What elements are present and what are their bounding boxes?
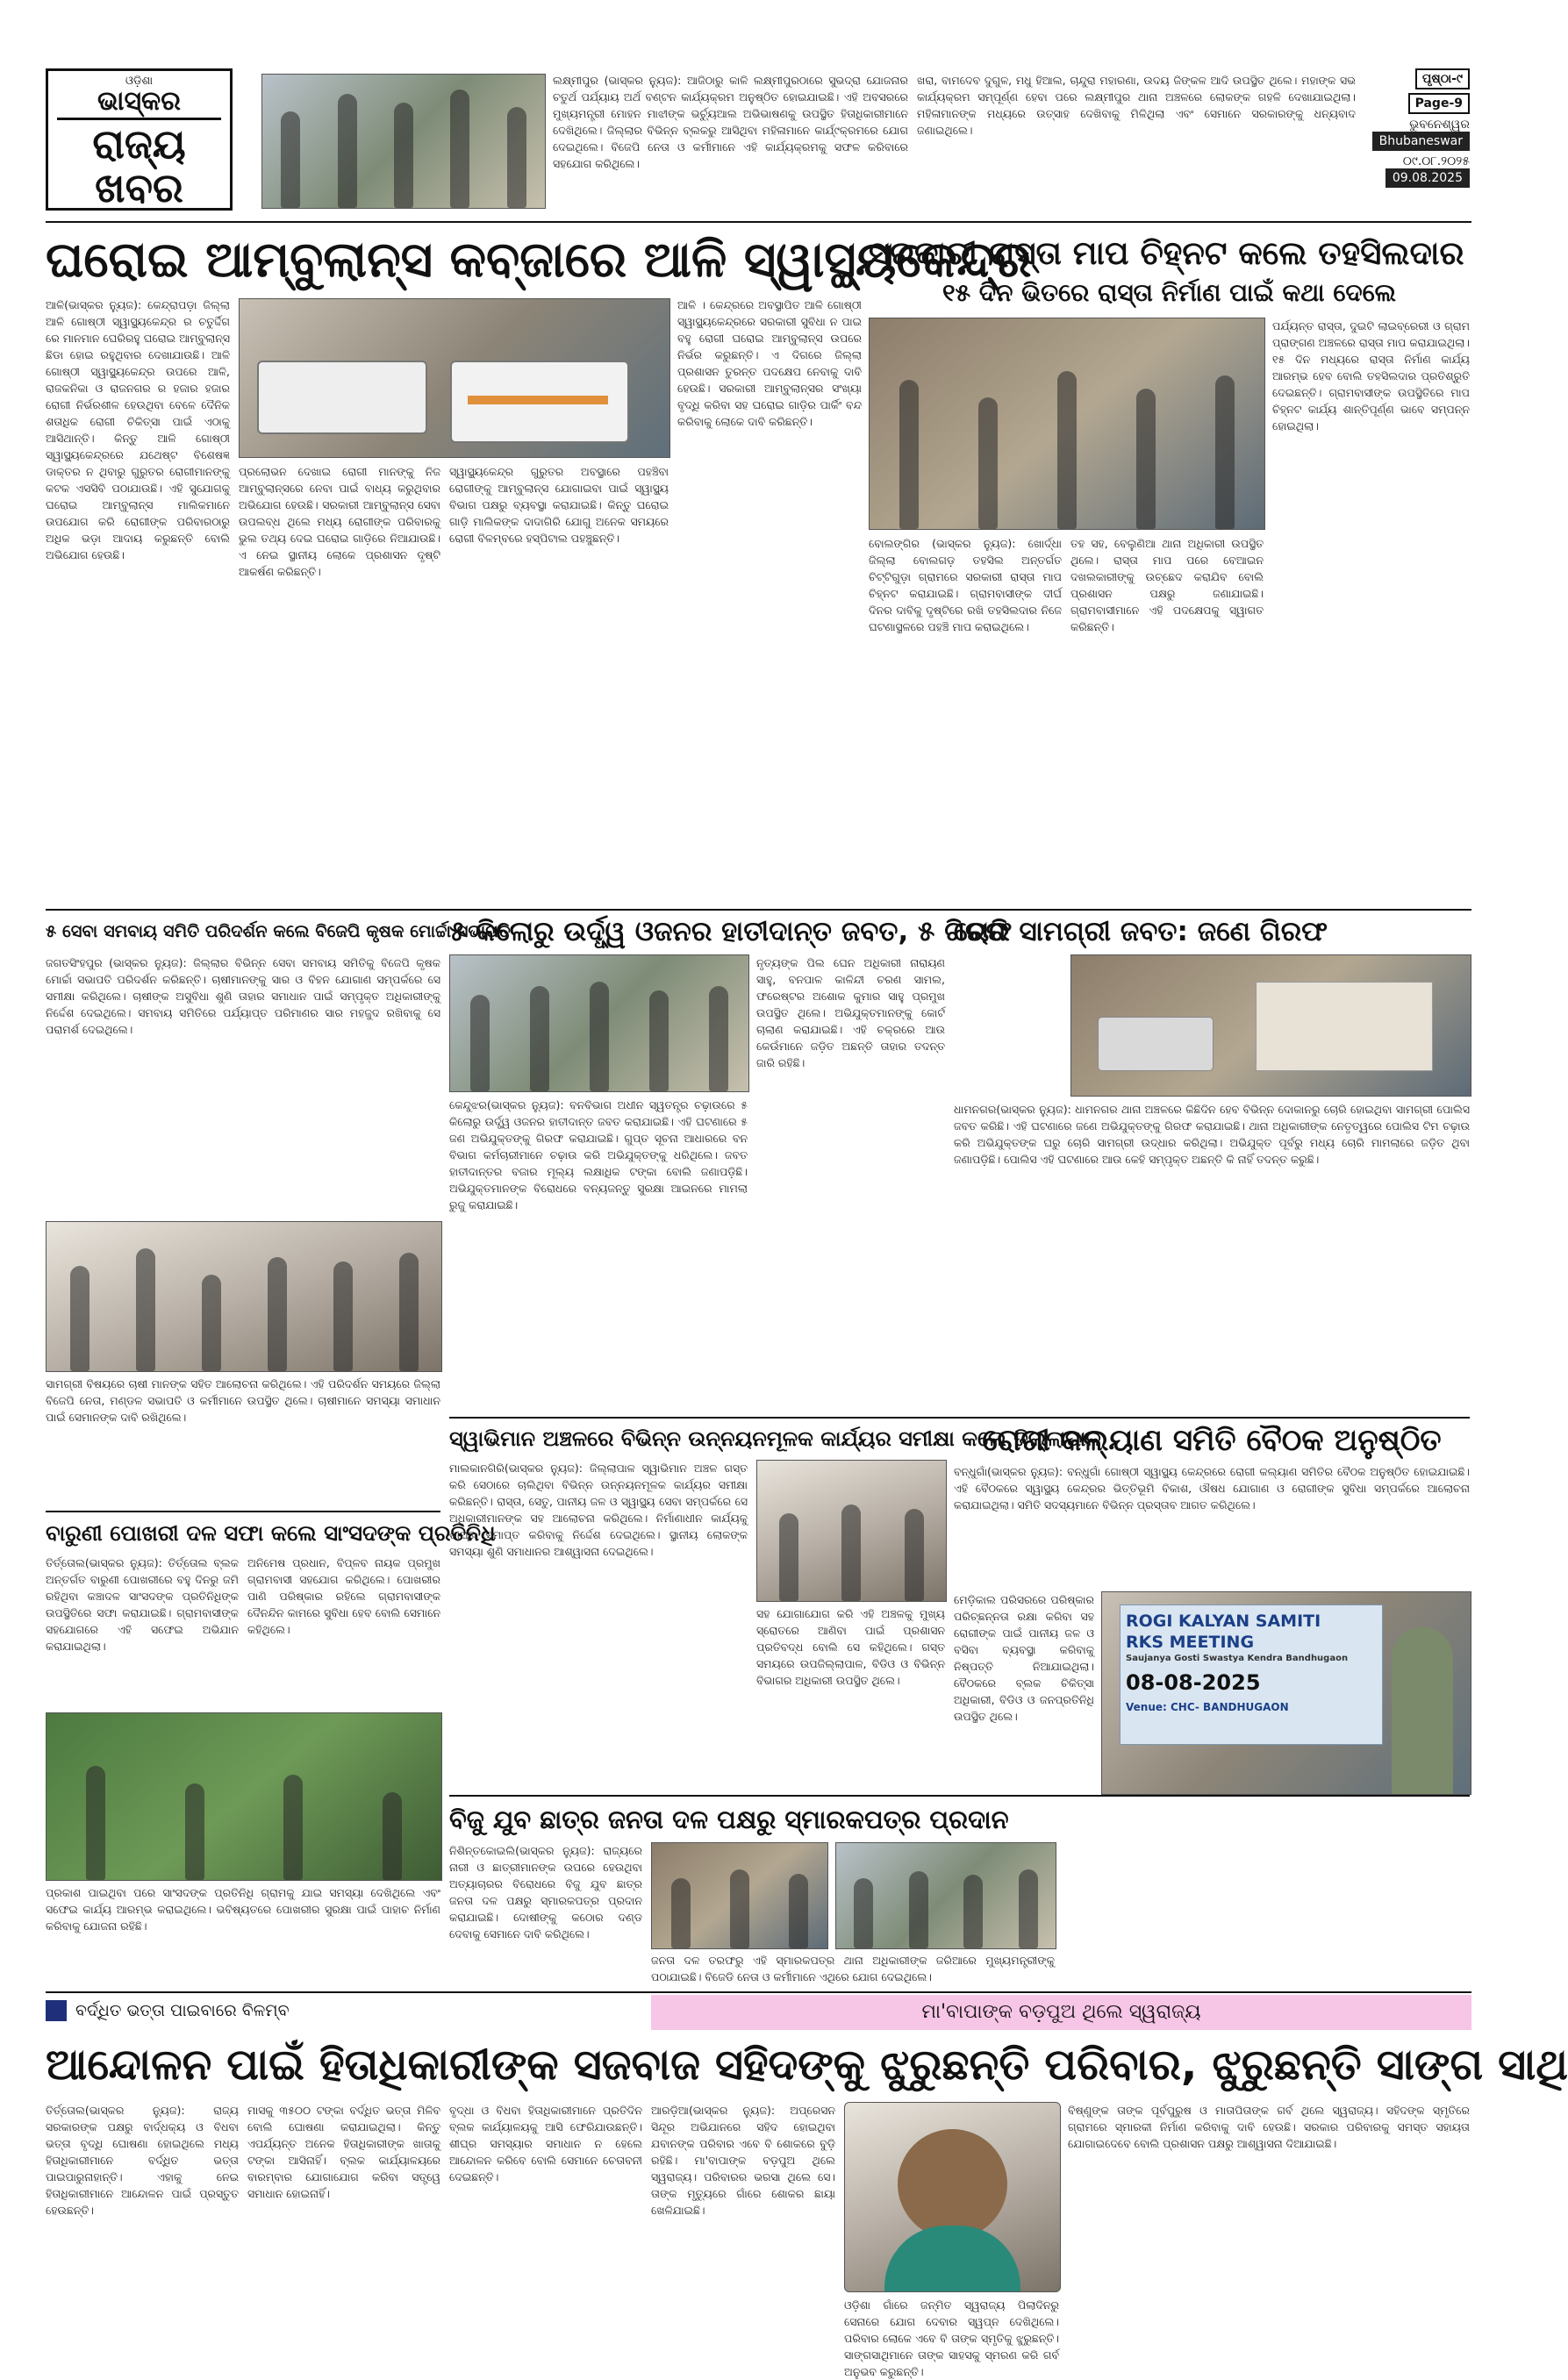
tahasildar-col-b: ତହ ସହ, ବେଲୁଣିଆ ଥାନା ଅଧିକାରୀ ଉପସ୍ଥିତ ଥିଲେ। ରାସ୍ତା ମାପ ପରେ ବେଆଇନ ଦଖଲକାରୀଙ୍କୁ ଉଚ୍ଛେଦ କରାଯିବ ବୋଲି ପ୍ରଶାସନ ପକ୍ଷରୁ ଜଣାଯାଇଛି। ଗ୍ରାମବାସୀମାନେ ଏହି ପଦକ୍ଷେପକୁ ସ୍ୱାଗତ କରିଛନ୍ତି। xyxy=(1070,537,1264,633)
tahasildar-photo xyxy=(869,318,1265,530)
tahasildar-headline: ସରକାରୀ ରାସ୍ତା ମାପ ଚିହ୍ନଟ କଲେ ତହସିଲଦାର xyxy=(869,234,1464,272)
ambulance-headline: ଘରୋଇ ଆମ୍ବୁଲାନ୍ସ କବ୍ଜାରେ ଆଳି ସ୍ୱାସ୍ଥ୍ୟକେନ୍ଦ୍ର xyxy=(46,232,1032,289)
biju-body-2: ଜନତା ଦଳ ତରଫରୁ ଏହି ସ୍ମାରକପତ୍ର ଥାନା ଅଧିକାରୀଙ୍କ ଜରିଆରେ ମୁଖ୍ୟମନ୍ତ୍ରୀଙ୍କୁ ପଠାଯାଇଛି। ବିଜେଡି ନେତା ଓ କର୍ମୀମାନେ ଏଥିରେ ଯୋଗ ଦେଇଥିଲେ। xyxy=(651,1954,1055,1983)
swabhiman-body: ମାଲକାନଗିରି(ଭାସ୍କର ନ୍ୟୁଜ): ଜିଲ୍ଲାପାଳ ସ୍ୱାଭିମାନ ଅଞ୍ଚଳ ଗସ୍ତ କରି ସେଠାରେ ଚାଲିଥିବା ବିଭିନ୍ନ ଉନ୍ନୟନମୂଳକ କାର୍ଯ୍ୟର ସମୀକ୍ଷା କରିଛନ୍ତି। ରାସ୍ତା, ସେତୁ, ପାନୀୟ ଜଳ ଓ ସ୍ୱାସ୍ଥ୍ୟ ସେବା ସମ୍ପର୍କରେ ସେ ଅଧିକାରୀମାନଙ୍କ ସହ ଆଲୋଚନା କରିଥିଲେ। ନିର୍ମାଣାଧୀନ କାର୍ଯ୍ୟକୁ ଶୀଘ୍ର ସମାପ୍ତ କରିବାକୁ ନିର୍ଦ୍ଦେଶ ଦେଇଥିଲେ। ସ୍ଥାନୀୟ ଲୋକଙ୍କ ସମସ୍ୟା ଶୁଣି ସମାଧାନର ଆଶ୍ୱାସନା ଦେଇଥିଲେ। xyxy=(449,1462,748,1558)
divider xyxy=(46,909,1471,911)
ambulance-col-b: ପ୍ରଲୋଭନ ଦେଖାଇ ରୋଗୀ ମାନଙ୍କୁ ନିଜ ଆମ୍ବୁଲାନ୍ସରେ ନେବା ପାଇଁ ବାଧ୍ୟ କରୁଥିବାର ଅଭିଯୋଗ ହେଉଛି। ସରକାରୀ ଆମ୍ବୁଲାନ୍ସ ସେବା ଉପଲବ୍ଧ ଥିଲେ ମଧ୍ୟ ରୋଗୀଙ୍କ ପରିବାରକୁ ଭୁଲ ତଥ୍ୟ ଦେଇ ଘରୋଇ ଗାଡ଼ିରେ ନିଆଯାଉଛି। ଏ ନେଇ ସ୍ଥାନୀୟ ଲୋକେ ପ୍ରଶାସନ ଦୃଷ୍ଟି ଆକର୍ଷଣ କରିଛନ୍ତି। xyxy=(239,465,440,578)
pokhari-body-2: ଅନିମେଷ ପ୍ରଧାନ, ବିପ୍ଳବ ନାୟକ ପ୍ରମୁଖ ଗ୍ରାମବାସୀ ସହଯୋଗ କରିଥିଲେ। ପୋଖରୀର ପାଣି ପରିଷ୍କାର ରହିଲେ ଗ୍ରାମବାସୀଙ୍କ ଦୈନନ୍ଦିନ କାମରେ ସୁବିଧା ହେବ ବୋଲି ସେମାନେ କହିଥିଲେ। xyxy=(247,1556,440,1636)
square-bullet-icon xyxy=(46,2000,67,2021)
bhatta-headline: ଆନ୍ଦୋଳନ ପାଇଁ ହିତାଧିକାରୀଙ୍କ ସଜବାଜ ସହିଦଙ୍କୁ ଝୁରୁଛନ୍ତି ପରିବାର, ଝୁରୁଛନ୍ତି ସାଙ୍ଗ ସାଥି xyxy=(46,2040,1568,2090)
biju-photo-2 xyxy=(835,1842,1056,1949)
ivory-body-2: ନୃତ୍ୟଙ୍କ ପିଲ ଘେନ ଅଧିକାରୀ ନାରାୟଣ ସାହୁ, ବନପାଳ କାଳିନ୍ଦୀ ଚରଣ ସାମଲ, ଫରେଷ୍ଟର ଅଶୋକ କୁମାର ସାହୁ ପ୍ରମୁଖ ଉପସ୍ଥିତ ଥିଲେ। ଅଭିଯୁକ୍ତମାନଙ୍କୁ କୋର୍ଟ ଚାଲାଣ କରାଯାଇଛି। ଏହି ଚକ୍ରରେ ଆଉ କେଉଁମାନେ ଜଡ଼ିତ ଅଛନ୍ତି ତାହାର ତଦନ୍ତ ଜାରି ରହିଛି। xyxy=(756,956,945,1069)
city-or: ଭୁବନେଶ୍ୱର xyxy=(1409,118,1470,132)
swabhiman-photo xyxy=(756,1460,947,1602)
divider xyxy=(449,1417,1470,1419)
tahasildar-col-a: ବୋଲଙ୍ଗିର (ଭାସ୍କର ନ୍ୟୁଜ): ଖୋର୍ଦ୍ଧା ଜିଲ୍ଲା ବୋଲଗଡ଼ ତହସିଲ ଅନ୍ତର୍ଗତ ଚିଟ୍ଟିଗୁଡ଼ା ଗ୍ରାମରେ ସରକାରୀ ରାସ୍ତା ମାପ ଚିହ୍ନଟ କରାଯାଇଛି। ଗ୍ରାମବାସୀଙ୍କ ଦୀର୍ଘ ଦିନର ଦାବିକୁ ଦୃଷ୍ଟିରେ ରଖି ତହସିଲଦାର ନିଜେ ଘଟଣାସ୍ଥଳରେ ପହଞ୍ଚି ମାପ କରାଇଥିଲେ। xyxy=(869,537,1062,633)
tahasildar-subhead: ୧୫ ଦିନ ଭିତରେ ରାସ୍ତା ନିର୍ମାଣ ପାଇଁ କଥା ଦେଲେ xyxy=(942,278,1396,307)
divider xyxy=(46,1991,1471,1993)
bhatta-tag: ବର୍ଦ୍ଧିତ ଭତ୍ତା ପାଇବାରେ ବିଳମ୍ବ xyxy=(75,2001,290,2020)
biju-photo-1 xyxy=(651,1842,828,1949)
page-number-en: Page-9 xyxy=(1408,93,1470,114)
page-number-or: ପୃଷ୍ଠା-୯ xyxy=(1415,68,1470,89)
bhatta-banner: ମା'ବାପାଙ୍କ ବଡ଼ପୁଅ ଥିଲେ ସ୍ୱରାଜ୍ୟ xyxy=(651,1995,1471,2030)
biju-body: ନିଶିନ୍ତକୋଇଲି(ଭାସ୍କର ନ୍ୟୁଜ): ରାଜ୍ୟରେ ନାରୀ ଓ ଛାତ୍ରୀମାନଙ୍କ ଉପରେ ହେଉଥିବା ଅତ୍ୟାଚାରର ବିରୋଧରେ ବିଜୁ ଯୁବ ଛାତ୍ର ଜନତା ଦଳ ପକ୍ଷରୁ ସ୍ମାରକପତ୍ର ପ୍ରଦାନ କରାଯାଇଛି। ଦୋଷୀଙ୍କୁ କଠୋର ଦଣ୍ଡ ଦେବାକୁ ସେମାନେ ଦାବି କରିଥିଲେ। xyxy=(449,1844,642,1940)
ambulance-col-c: ସ୍ୱାସ୍ଥ୍ୟକେନ୍ଦ୍ର ଗୁରୁତର ଅବସ୍ଥାରେ ପହଞ୍ଚିବା ରୋଗୀଙ୍କୁ ଆମ୍ବୁଲାନ୍ସ ଯୋଗାଇବା ପାଇଁ ସ୍ୱାସ୍ଥ୍ୟ ବିଭାଗ ପକ୍ଷରୁ ବ୍ୟବସ୍ଥା କରାଯାଇଛି। କିନ୍ତୁ ଘରୋଇ ଗାଡ଼ି ମାଲିକଙ୍କ ଦାଦାଗିରି ଯୋଗୁ ଅନେକ ସମୟରେ ରୋଗୀ ବିଳମ୍ବରେ ହସ୍ପିଟାଲ ପହଞ୍ଚୁଛନ୍ତି। xyxy=(449,465,669,545)
biju-headline: ବିଜୁ ଯୁବ ଛାତ୍ର ଜନତା ଦଳ ପକ୍ଷରୁ ସ୍ମାରକପତ୍ର ପ୍ରଦାନ xyxy=(449,1805,1009,1834)
bhatta-col-b: ମାସକୁ ୩୫୦୦ ଟଙ୍କା ବର୍ଦ୍ଧିତ ଭତ୍ତା ମିଳିବ ବୋଲି ଘୋଷଣା କରାଯାଇଥିଲା। କିନ୍ତୁ ଏପର୍ଯ୍ୟନ୍ତ ଅନେକ ହିତାଧିକାରୀଙ୍କ ଖାତାକୁ ଟଙ୍କା ଆସିନାହିଁ। ବ୍ଲକ କାର୍ଯ୍ୟାଳୟରେ ବାରମ୍ବାର ଯୋଗାଯୋଗ କରିବା ସତ୍ତ୍ୱେ ସମାଧାନ ହୋଇନାହିଁ। xyxy=(247,2104,440,2200)
swabhiman-headline: ସ୍ୱାଭିମାନ ଅଞ୍ଚଳରେ ବିଭିନ୍ନ ଉନ୍ନୟନମୂଳକ କାର୍ଯ୍ୟର ସମୀକ୍ଷା କଲେ ଜିଲ୍ଲାପାଳ xyxy=(449,1426,1101,1451)
ivory-body: କେନ୍ଦୁଝର(ଭାସ୍କର ନ୍ୟୁଜ): ବନବିଭାଗ ଅଧୀନ ସ୍ୱତନ୍ତ୍ର ଚଢ଼ାଉରେ ୫ କିଲୋରୁ ଉର୍ଦ୍ଧ୍ୱ ଓଜନର ହାତୀଦାନ୍ତ ଜବତ କରାଯାଇଛି। ଏହି ଘଟଣାରେ ୫ ଜଣ ଅଭିଯୁକ୍ତଙ୍କୁ ଗିରଫ କରାଯାଇଛି। ଗୁପ୍ତ ସୂଚନା ଆଧାରରେ ବନ ବିଭାଗ କର୍ମଚାରୀମାନେ ଚଢ଼ାଉ କରି ଅଭିଯୁକ୍ତଙ୍କୁ ଧରିଥିଲେ। ଜବତ ହାତୀଦାନ୍ତର ବଜାର ମୂଲ୍ୟ ଲକ୍ଷାଧିକ ଟଙ୍କା ବୋଲି ଜଣାପଡ଼ିଛି। ଅଭିଯୁକ୍ତମାନଙ୍କ ବିରୋଧରେ ବନ୍ୟଜନ୍ତୁ ସୁରକ୍ଷା ଆଇନରେ ମାମଲା ରୁଜୁ କରାଯାଇଛି। xyxy=(449,1098,748,1211)
krushak-photo xyxy=(46,1221,442,1372)
martyr-portrait xyxy=(844,2102,1061,2292)
masthead-brand: ଭାସ୍କର xyxy=(97,86,181,117)
divider xyxy=(449,1795,1470,1797)
bhatta-col-f: ବିଷ୍ଣୁଙ୍କ ତାଙ୍କ ପୂର୍ବପୁରୁଷ ଓ ମାତାପିତାଙ୍କ ଗର୍ବ ଥିଲେ ସ୍ୱରାଜ୍ୟ। ସହିଦଙ୍କ ସ୍ମୃତିରେ ଗ୍ରାମରେ ସ୍ମାରକୀ ନିର୍ମାଣ କରିବାକୁ ଦାବି ହେଉଛି। ସରକାର ପରିବାରକୁ ସମସ୍ତ ସହାୟତା ଯୋଗାଇଦେବେ ବୋଲି ପ୍ରଶାସନ ପକ୍ଷରୁ ଆଶ୍ୱାସନା ଦିଆଯାଇଛି। xyxy=(1068,2104,1470,2150)
theft-photo xyxy=(1070,954,1471,1097)
pokhari-body: ତିର୍ତ୍ତୋଲ(ଭାସ୍କର ନ୍ୟୁଜ): ତିର୍ତ୍ତୋଲ ବ୍ଲକ ଅନ୍ତର୍ଗତ ବାରୁଣୀ ପୋଖରୀରେ ବହୁ ଦିନରୁ ଜମି ରହିଥିବା କଞ୍ଚାଦଳ ସାଂସଦଙ୍କ ପ୍ରତିନିଧିଙ୍କ ଉପସ୍ଥିତିରେ ସଫା କରାଯାଇଛି। ଗ୍ରାମବାସୀଙ୍କ ସହଯୋଗରେ ଏହି ସଫେଇ ଅଭିଯାନ କରାଯାଇଥିଲା। xyxy=(46,1556,239,1653)
masthead-top: ଓଡ଼ିଶା xyxy=(125,75,154,88)
masthead xyxy=(46,68,233,211)
krushak-headline: ୫ ସେବା ସମବାୟ ସମିତି ପରିଦର୍ଶନ କଲେ ବିଜେପି କୃଷକ ମୋର୍ଚ୍ଚା ସଭାପତି xyxy=(46,921,511,941)
top-story-photo xyxy=(261,74,546,209)
masthead-title: ରାଜ୍ୟ ଖବର xyxy=(92,120,186,211)
ivory-photo xyxy=(449,954,749,1092)
rks-banner xyxy=(1120,1605,1383,1745)
pokhari-headline: ବାରୁଣୀ ପୋଖରୀ ଦଳ ସଫା କଲେ ସାଂସଦଙ୍କ ପ୍ରତିନିଧି xyxy=(46,1520,496,1546)
rks-sign-place: Venue: CHC- BANDHUGAON xyxy=(1126,1701,1289,1713)
bhatta-col-e: ଓଡ଼ିଶା ଗାଁରେ ଜନ୍ମିତ ସ୍ୱରାଜ୍ୟ ପିଲାଦିନରୁ ସେନାରେ ଯୋଗ ଦେବାର ସ୍ୱପ୍ନ ଦେଖିଥିଲେ। ପରିବାର ଲୋକେ ଏବେ ବି ତାଙ୍କ ସ୍ମୃତିକୁ ଝୁରୁଛନ୍ତି। ସାଙ୍ଗସାଥିମାନେ ତାଙ୍କ ସାହସକୁ ସ୍ମରଣ କରି ଗର୍ବ ଅନୁଭବ କରୁଛନ୍ତି। xyxy=(844,2298,1059,2378)
rks-body: ବନ୍ଧୁଗାଁ(ଭାସ୍କର ନ୍ୟୁଜ): ବନ୍ଧୁଗାଁ ଗୋଷ୍ଠୀ ସ୍ୱାସ୍ଥ୍ୟ କେନ୍ଦ୍ରରେ ରୋଗୀ କଲ୍ୟାଣ ସମିତିର ବୈଠକ ଅନୁଷ୍ଠିତ ହୋଇଯାଇଛି। ଏହି ବୈଠକରେ ସ୍ୱାସ୍ଥ୍ୟ କେନ୍ଦ୍ରର ଭିତ୍ତିଭୂମି ବିକାଶ, ଔଷଧ ଯୋଗାଣ ଓ ରୋଗୀଙ୍କ ସୁବିଧା ସମ୍ପର୍କରେ ଆଲୋଚନା କରାଯାଇଥିଲା। ସମିତି ସଦସ୍ୟମାନେ ବିଭିନ୍ନ ପ୍ରସ୍ତାବ ଆଗତ କରିଥିଲେ। xyxy=(954,1465,1470,1512)
ambulance-photo xyxy=(239,298,670,458)
swabhiman-body-2: ସହ ଯୋଗାଯୋଗ କରି ଏହି ଅଞ୍ଚଳକୁ ମୁଖ୍ୟ ସ୍ରୋତରେ ଆଣିବା ପାଇଁ ପ୍ରଶାସନ ପ୍ରତିବଦ୍ଧ ବୋଲି ସେ କହିଥିଲେ। ଗସ୍ତ ସମୟରେ ଉପଜିଲ୍ଲାପାଳ, ବିଡିଓ ଓ ବିଭିନ୍ନ ବିଭାଗର ଅଧିକାରୀ ଉପସ୍ଥିତ ଥିଲେ। xyxy=(756,1607,945,1687)
krushak-body-2: ସାମଗ୍ରୀ ବିଷୟରେ ଚାଷୀ ମାନଙ୍କ ସହିତ ଆଲୋଚନା କରିଥିଲେ। ଏହି ପରିଦର୍ଶନ ସମୟରେ ଜିଲ୍ଲା ବିଜେପି ନେତା, ମଣ୍ଡଳ ସଭାପତି ଓ କର୍ମୀମାନେ ଉପସ୍ଥିତ ଥିଲେ। ଚାଷୀମାନେ ସମସ୍ୟା ସମାଧାନ ପାଇଁ ସେମାନଙ୍କ ଦାବି ରଖିଥିଲେ। xyxy=(46,1377,440,1424)
ivory-headline: ୫ କିଲୋରୁ ଉର୍ଦ୍ଧ୍ୱ ଓଜନର ହାତୀଦାନ୍ତ ଜବତ, ୫ ଗିରଫ xyxy=(449,916,1013,947)
bhatta-col-c: ବୃଦ୍ଧା ଓ ବିଧବା ହିତାଧିକାରୀମାନେ ପ୍ରତିଦିନ ବ୍ଲକ କାର୍ଯ୍ୟାଳୟକୁ ଆସି ଫେରିଯାଉଛନ୍ତି। ଶୀଘ୍ର ସମସ୍ୟାର ସମାଧାନ ନ ହେଲେ ଆନ୍ଦୋଳନ କରିବେ ବୋଲି ସେମାନେ ଚେତାବନୀ ଦେଇଛନ୍ତି। xyxy=(449,2104,642,2183)
pokhari-body-3: ପ୍ରକାଶ ପାଇଥିବା ପରେ ସାଂସଦଙ୍କ ପ୍ରତିନିଧି ଗ୍ରାମକୁ ଯାଇ ସମସ୍ୟା ଦେଖିଥିଲେ ଏବଂ ସଫେଇ କାର୍ଯ୍ୟ ଆରମ୍ଭ କରାଇଥିଲେ। ଭବିଷ୍ୟତରେ ପୋଖରୀର ସୁରକ୍ଷା ପାଇଁ ପାହାଚ ନିର୍ମାଣ କରିବାକୁ ଯୋଜନା ରହିଛି। xyxy=(46,1886,440,1933)
theft-headline: ଚୋରି ସାମଗ୍ରୀ ଜବତ: ଜଣେ ଗିରଫ xyxy=(954,916,1328,947)
bhatta-col-d: ଆରଡ଼ିଆ(ଭାସ୍କର ନ୍ୟୁଜ): ଅପ୍ରେସନ ସିନ୍ଦୂର ଅଭିଯାନରେ ସହିଦ ହୋଇଥିବା ଯବାନଙ୍କ ପରିବାର ଏବେ ବି ଶୋକରେ ବୁଡ଼ି ରହିଛି। ମା'ବାପାଙ୍କ ବଡ଼ପୁଅ ଥିଲେ ସ୍ୱରାଜ୍ୟ। ପରିବାରର ଭରସା ଥିଲେ ସେ। ତାଙ୍କ ମୃତ୍ୟୁରେ ଗାଁରେ ଶୋକର ଛାୟା ଖେଳିଯାଇଛି। xyxy=(651,2104,835,2217)
rks-headline: ରୋଗୀ କଲ୍ୟାଣ ସମିତି ବୈଠକ ଅନୁଷ୍ଠିତ xyxy=(982,1423,1442,1458)
rks-sign-title: ROGI KALYAN SAMITI xyxy=(1126,1612,1321,1631)
date-en: 09.08.2025 xyxy=(1385,168,1470,188)
tahasildar-col-c: ପର୍ଯ୍ୟନ୍ତ ରାସ୍ତା, ଦୁଇଟି ଲାଇବ୍ରେରୀ ଓ ଗ୍ରାମ ପ୍ରାଙ୍ଗଣ ଅଞ୍ଚଳରେ ରାସ୍ତା ମାପ କରାଯାଇଥିଲା। ୧୫ ଦିନ ମଧ୍ୟରେ ରାସ୍ତା ନିର୍ମାଣ କାର୍ଯ୍ୟ ଆରମ୍ଭ ହେବ ବୋଲି ତହସିଲଦାର ପ୍ରତିଶ୍ରୁତି ଦେଇଛନ୍ତି। ଗ୍ରାମବାସୀଙ୍କ ଉପସ୍ଥିତିରେ ମାପ ଚିହ୍ନଟ କାର୍ଯ୍ୟ ଶାନ୍ତିପୂର୍ଣ୍ଣ ଭାବେ ସମ୍ପନ୍ନ ହୋଇଥିଲା। xyxy=(1272,319,1470,432)
rks-sign-date: 08-08-2025 xyxy=(1126,1670,1261,1695)
rks-photo xyxy=(1101,1591,1471,1795)
divider xyxy=(46,221,1471,223)
pokhari-photo xyxy=(46,1712,442,1881)
top-story-col-2: ଖରା, ବାମଦେବ ଦୁଗୁଳ, ମଧୁ ହିଆଲ, ଚାନ୍ଦୁରା ମହାରଣା, ଉଦୟ ଜିଙ୍କଳ ଆଦି ଉପସ୍ଥିତ ଥିଲେ। ମହାଙ୍କ ସଭ କାର୍ଯ୍ୟକ୍ରମ ସମ୍ପୂର୍ଣ୍ଣ ହେବା ପରେ ଲକ୍ଷ୍ମୀପୁର ଥାନା ଅଞ୍ଚଳରେ ଲୋକଙ୍କ ଗହଳି ଦେଖାଯାଇଥିଲା। ମହିଳାମାନଙ୍କ ମଧ୍ୟରେ ଉତ୍ସାହ ଦେଖିବାକୁ ମିଳିଥିଲା ଏବଂ ସେମାନେ ସରକାରଙ୍କୁ ଧନ୍ୟବାଦ ଜଣାଇଥିଲେ। xyxy=(917,74,1356,137)
date-or: ୦୯.୦୮.୨୦୨୫ xyxy=(1402,154,1470,168)
rks-sign-venue: Saujanya Gosti Swastya Kendra Bandhugaon xyxy=(1126,1654,1349,1663)
divider xyxy=(46,1511,440,1512)
top-story-col-1: ଲକ୍ଷ୍ମୀପୁର (ଭାସ୍କର ନ୍ୟୁଜ): ଆଜିଠାରୁ କାଳି ଲକ୍ଷ୍ମୀପୁରଠାରେ ସୁଭଦ୍ରା ଯୋଜନାର ଚତୁର୍ଥ ପର୍ଯ୍ୟାୟ ଅର୍ଥ ବଣ୍ଟନ କାର୍ଯ୍ୟକ୍ରମ ଅନୁଷ୍ଠିତ ହୋଇଯାଇଛି। ଏହି ଅବସରରେ ମୁଖ୍ୟମନ୍ତ୍ରୀ ମୋହନ ମାଝୀଙ୍କ ଭର୍ଚ୍ୟୁଆଲ ଅଭିଭାଷଣକୁ ଉପସ୍ଥିତ ହିତାଧିକାରୀମାନେ ଦେଖିଥିଲେ। ଜିଲ୍ଲାର ବିଭିନ୍ନ ବ୍ଲକରୁ ଆସିଥିବା ମହିଳାମାନେ କାର୍ଯ୍୯କ୍ରମରେ ଯୋଗ ଦେଇଥିଲେ। ବିଜେପି ନେତା ଓ କର୍ମୀମାନେ ଏହି କାର୍ଯ୍ୟକ୍ରମକୁ ସଫଳ କରିବାରେ ସହଯୋଗ କରିଥିଲେ। xyxy=(553,74,908,170)
rks-sign-sub: RKS MEETING xyxy=(1126,1633,1255,1652)
page-info xyxy=(1364,68,1470,188)
city-en: Bhubaneswar xyxy=(1372,132,1470,151)
ambulance-col-d: ଆଳି । କେନ୍ଦ୍ରରେ ଅବସ୍ଥାପିତ ଆଳି ଗୋଷ୍ଠୀ ସ୍ୱାସ୍ଥ୍ୟକେନ୍ଦ୍ରରେ ସରକାରୀ ସୁବିଧା ନ ପାଇ ବହୁ ରୋଗୀ ଘରୋଇ ଆମ୍ବୁଲାନ୍ସ ଉପରେ ନିର୍ଭର କରୁଛନ୍ତି। ଏ ଦିଗରେ ଜିଲ୍ଲା ପ୍ରଶାସନ ତୁରନ୍ତ ପଦକ୍ଷେପ ନେବାକୁ ଦାବି ହେଉଛି। ସରକାରୀ ଆମ୍ବୁଲାନ୍ସର ସଂଖ୍ୟା ବୃଦ୍ଧି କରିବା ସହ ଘରୋଇ ଗାଡ଼ିର ପାର୍କିଂ ବନ୍ଦ କରିବାକୁ ଲୋକେ ଦାବି କରିଛନ୍ତି। xyxy=(677,298,862,428)
theft-body: ଧାମନଗର(ଭାସ୍କର ନ୍ୟୁଜ): ଧାମନଗର ଥାନା ଅଞ୍ଚଳରେ କିଛିଦିନ ହେବ ବିଭିନ୍ନ ଦୋକାନରୁ ଚୋରି ହୋଇଥିବା ସାମଗ୍ରୀ ପୋଲିସ ଜବତ କରିଛି। ଏହି ଘଟଣାରେ ଜଣେ ଅଭିଯୁକ୍ତଙ୍କୁ ଗିରଫ କରାଯାଇଛି। ଥାନା ଅଧିକାରୀଙ୍କ ନେତୃତ୍ୱରେ ପୋଲିସ ଟିମ ଚଢ଼ାଉ କରି ଅଭିଯୁକ୍ତଙ୍କ ଘରୁ ଚୋରି ସାମଗ୍ରୀ ଉଦ୍ଧାର କରିଥିଲା। ଅଭିଯୁକ୍ତ ପୂର୍ବରୁ ମଧ୍ୟ ଚୋରି ମାମଲାରେ ଜଡ଼ିତ ଥିବା ଜଣାପଡ଼ିଛି। ପୋଲିସ ଏହି ଘଟଣାରେ ଆଉ କେହି ସମ୍ପୃକ୍ତ ଅଛନ୍ତି କି ନାହିଁ ତଦନ୍ତ କରୁଛି। xyxy=(954,1103,1470,1166)
rks-body-side: ମେଡ଼ିକାଲ ପରିସରରେ ପରିଷ୍କାର ପରିଚ୍ଛନ୍ନତା ରକ୍ଷା କରିବା ସହ ରୋଗୀଙ୍କ ପାଇଁ ପାନୀୟ ଜଳ ଓ ବସିବା ବ୍ୟବସ୍ଥା କରିବାକୁ ନିଷ୍ପତ୍ତି ନିଆଯାଇଥିଲା। ବୈଠକରେ ବ୍ଲକ ଚିକିତ୍ସା ଅଧିକାରୀ, ବିଡିଓ ଓ ଜନପ୍ରତିନିଧି ଉପସ୍ଥିତ ଥିଲେ। xyxy=(954,1593,1094,1723)
bhatta-col-a: ତିର୍ତ୍ତୋଲ(ଭାସ୍କର ନ୍ୟୁଜ): ରାଜ୍ୟ ସରକାରଙ୍କ ପକ୍ଷରୁ ବାର୍ଦ୍ଧକ୍ୟ ଓ ବିଧବା ଭତ୍ତା ବୃଦ୍ଧି ଘୋଷଣା ହୋଇଥିଲେ ମଧ୍ୟ ହିତାଧିକାରୀମାନେ ବର୍ଦ୍ଧିତ ଭତ୍ତା ପାଇପାରୁନାହାନ୍ତି। ଏହାକୁ ନେଇ ହିତାଧିକାରୀମାନେ ଆନ୍ଦୋଳନ ପାଇଁ ପ୍ରସ୍ତୁତ ହେଉଛନ୍ତି। xyxy=(46,2104,239,2217)
ambulance-col-a: ଆଳି(ଭାସ୍କର ନ୍ୟୁଜ): କେନ୍ଦ୍ରାପଡ଼ା ଜିଲ୍ଲା ଆଳି ଗୋଷ୍ଠୀ ସ୍ୱାସ୍ଥ୍ୟକେନ୍ଦ୍ର ର ଚତୁର୍ଦ୍ଦିଗ ରେ ମାନମାନ ଘେରିରହୁ ଘରୋଇ ଆମ୍ବୁଲାନ୍ସ ଛିଡା ହୋଇ ରହୁଥିବାର ଦେଖାଯାଉଛି। ଆଳି ଗୋଷ୍ଠୀ ସ୍ୱାସ୍ଥ୍ୟକେନ୍ଦ୍ର ଉପରେ ଆଳି, ରାଜକନିକା ଓ ରାଜନଗର ର ହଜାର ହଜାର ରୋଗୀ ନିର୍ଭରଶୀଳ ହେଉଥିବା ବେଳେ ଦୈନିକ ଶତାଧିକ ରୋଗୀ ଚିକିତ୍ସା ପାଇଁ ଏଠାକୁ ଆସିଥାନ୍ତି। କିନ୍ତୁ ଆଳି ଗୋଷ୍ଠୀ ସ୍ୱାସ୍ଥ୍ୟକେନ୍ଦ୍ରରେ ଯଥେଷ୍ଟ ବିଶେଷଜ୍ଞ ଡାକ୍ତର ନ ଥିବାରୁ ଗୁରୁତର ରୋଗୀମାନଙ୍କୁ କଟକ ଏସସିବି ପଠାଯାଉଛି। ଏହି ସୁଯୋଗକୁ ଘରୋଇ ଆମ୍ବୁଲାନ୍ସ ମାଲିକମାନେ ଉପଯୋଗ କରି ରୋଗୀଙ୍କ ପରିବାରଠାରୁ ଅଧିକ ଭଡ଼ା ଆଦାୟ କରୁଛନ୍ତି ବୋଲି ଅଭିଯୋଗ ହେଉଛି। xyxy=(46,298,230,561)
krushak-body: ଜଗତସିଂହପୁର (ଭାସ୍କର ନ୍ୟୁଜ): ଜିଲ୍ଲାର ବିଭିନ୍ନ ସେବା ସମବାୟ ସମିତିକୁ ବିଜେପି କୃଷକ ମୋର୍ଚ୍ଚା ସଭାପତି ପରିଦର୍ଶନ କରିଛନ୍ତି। ଚାଷୀମାନଙ୍କୁ ସାର ଓ ବିହନ ଯୋଗାଣ ସମ୍ପର୍କରେ ସେ ସମୀକ୍ଷା କରିଥିଲେ। ଚାଷୀଙ୍କ ଅସୁବିଧା ଶୁଣି ତାହାର ସମାଧାନ ପାଇଁ ସମ୍ପୃକ୍ତ ଅଧିକାରୀଙ୍କୁ ନିର୍ଦ୍ଦେଶ ଦେଇଥିଲେ। ସମବାୟ ସମିତିରେ ପର୍ଯ୍ୟାପ୍ତ ପରିମାଣର ସାର ମହଜୁଦ ରଖିବାକୁ ସେ ପରାମର୍ଶ ଦେଇଥିଲେ। xyxy=(46,956,440,1036)
